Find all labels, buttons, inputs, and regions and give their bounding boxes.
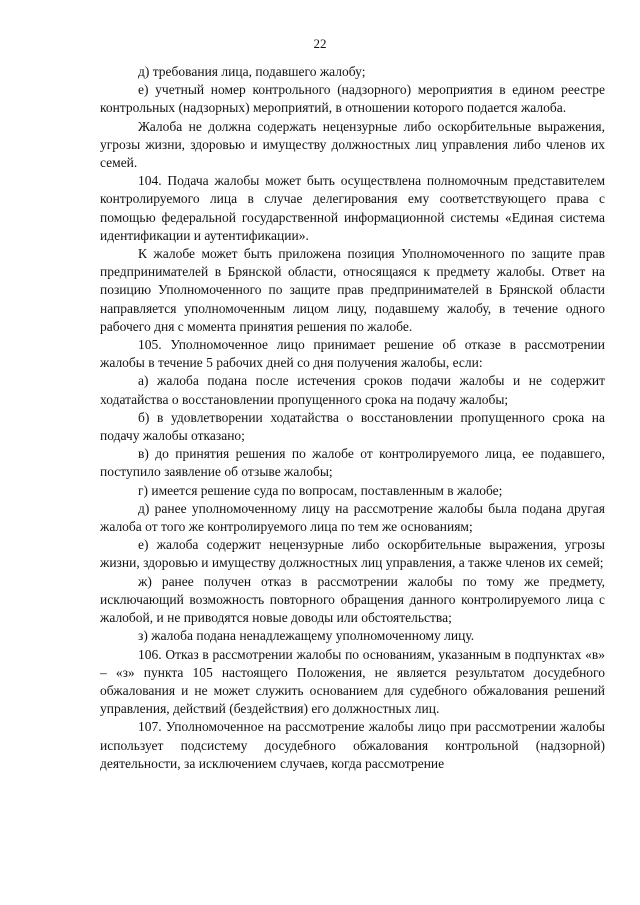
paragraph-106: 106. Отказ в рассмотрении жалобы по основаниям, указанным в подпунктах «в» – «з» пункта 105 настоящего Положения, не является результатом досудебного обжалования и не может служить основанием для судебного обжалования решений управления, действий (бездействия) его должностных лиц. bbox=[100, 646, 605, 717]
paragraph-107: 107. Уполномоченное на рассмотрение жалобы лицо при рассмотрении жалобы использует подсистему досудебного обжалования контрольной (надзорной) деятельности, за исключением случаев, когда рассмотрение bbox=[100, 719, 605, 771]
paragraph-105-d: д) ранее уполномоченному лицу на рассмотрение жалобы была подана другая жалоба от того же контролируемого лица по тем же основаниям; bbox=[100, 500, 605, 535]
paragraph-item-e-registry-number: е) учетный номер контрольного (надзорного) мероприятия в едином реестре контрольных (надзорных) мероприятий, в отношении которого подается жалоба. bbox=[100, 82, 605, 116]
paragraph-105-a: а) жалоба подана после истечения сроков подачи жалобы и не содержит ходатайства о восстановлении пропущенного срока на подачу жалобы; bbox=[100, 373, 605, 407]
paragraph-105-g: г) имеется решение суда по вопросам, поставленным в жалобе; bbox=[138, 482, 503, 498]
document-body bbox=[100, 63, 605, 773]
paragraph-ombudsman-position: К жалобе может быть приложена позиция Уполномоченного по защите прав предпринимателей в Брянской области, относящаяся к предмету жалобы. Ответ на позицию Уполномоченного по защите прав предпринимателей в Брянской области направляется уполномоченным лицом лицу, подавшему жалобу, в течение одного рабочего дня с момента принятия решения по жалобе. bbox=[100, 246, 605, 334]
paragraph-105-zh: ж) ранее получен отказ в рассмотрении жалобы по тому же предмету, исключающий возможность повторного обращения данного контролируемого лица с жалобой, и не приводятся новые доводы или обстоятельства; bbox=[100, 573, 605, 626]
paragraph-105-e: е) жалоба содержит нецензурные либо оскорбительные выражения, угрозы жизни, здоровью и имуществу должностных лиц управления, а также членов их семей; bbox=[100, 537, 605, 571]
paragraph-105-b: б) в удовлетворении ходатайства о восстановлении пропущенного срока на подачу жалобы отказано; bbox=[100, 409, 605, 444]
paragraph-complaint-content-restriction: Жалоба не должна содержать нецензурные либо оскорбительные выражения, угрозы жизни, здоровью и имуществу должностных лиц управления либо членов их семей. bbox=[100, 118, 605, 171]
paragraph-105-z: з) жалоба подана ненадлежащему уполномоченному лицу. bbox=[138, 628, 475, 644]
page-number: 22 bbox=[313, 36, 327, 51]
paragraph-item-d-requirements: д) требования лица, подавшего жалобу; bbox=[138, 64, 366, 79]
paragraph-104: 104. Подача жалобы может быть осуществлена полномочным представителем контролируемого лица в случае делегирования ему соответствующего права с помощью федеральной государственной информационной системы «Единая система идентификации и аутентификации». bbox=[100, 173, 605, 243]
paragraph-105: 105. Уполномоченное лицо принимает решение об отказе в рассмотрении жалобы в течение 5 рабочих дней со дня получения жалобы, если: bbox=[100, 337, 605, 371]
paragraph-105-v: в) до принятия решения по жалобе от контролируемого лица, ее подавшего, поступило заявление об отзыве жалобы; bbox=[100, 446, 605, 480]
